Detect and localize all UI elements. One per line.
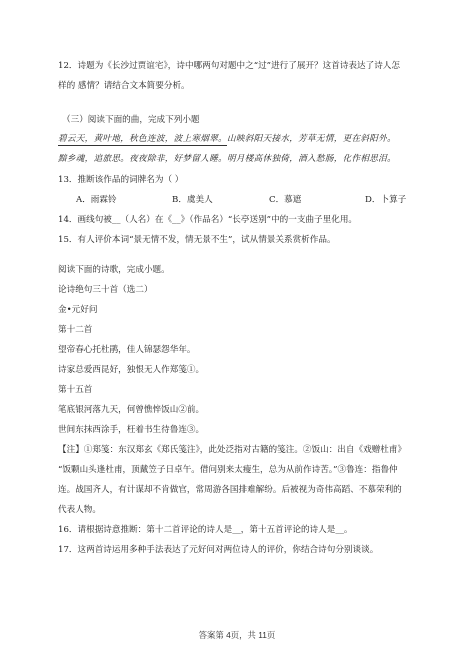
q16: 16．请根据诗意推断：第十二首评论的诗人是__，第十五首评论的诗人是__。 [58, 525, 353, 535]
poem15-title: 第十五首 [58, 385, 93, 395]
q13-option-a: A．雨霖铃 [76, 195, 117, 205]
poem12-line2: 诗家总爱西昆好，独恨无人作郑笺①。 [58, 365, 205, 375]
poem12-title: 第十二首 [58, 325, 93, 335]
page-footer: 答案第 4页，共 11页 [198, 630, 276, 640]
section4-intro: 阅读下面的诗歌，完成小题。 [58, 265, 170, 275]
q14: 14．画线句被__（人名）在《__》（作品名）“长亭送别”中的一支曲子里化用。 [58, 215, 358, 225]
q15: 15．有人评价本词“景无情不发，情无景不生”，试从情景关系赏析作品。 [58, 235, 336, 245]
poem15-line2: 世间东抹西涂手，枉着书生待鲁连③。 [58, 425, 205, 435]
note-line4: 代表人物。 [58, 505, 101, 515]
poem12-line1: 望帝春心托杜鹃，佳人锦瑟怨华年。 [58, 345, 196, 355]
q13-option-d: D．卜算子 [365, 195, 407, 205]
note-line1: 【注】①郑笺：东汉郑玄《郑氏笺注》，此处泛指对古籍的笺注。②饭山：出自《戏赠杜甫》 [58, 445, 407, 455]
poem-author: 金•元好问 [58, 305, 98, 315]
note-line2: “饭颗山头逢杜甫，顶戴笠子日卓午。借问别来太瘦生，总为从前作诗苦。”③鲁连：指鲁仲 [58, 465, 398, 475]
q17: 17．这两首诗运用多种手法表达了元好问对两位诗人的评价，你结合诗句分别谈谈。 [58, 545, 379, 555]
q12-line2: 样的 感情？请结合文本简要分析。 [58, 81, 190, 91]
underlined-poem-sentence: 碧云天，黄叶地，秋色连波，波上寒烟翠。 [58, 134, 227, 144]
q13-option-b: B．虞美人 [172, 195, 213, 205]
q13-option-c: C．慕遮 [269, 195, 302, 205]
q12-line1: 12．诗题为《长沙过贾谊宅》，诗中哪两句对题中之“过”进行了展开？这首诗表达了诗人怎 [58, 61, 400, 71]
poem-line1-rest: 山映斜阳天接水，芳草无情，更在斜阳外。 [226, 134, 396, 144]
section3-poem-line1 [58, 133, 396, 145]
section3-heading: （三）阅读下面的曲，完成下列小题 [62, 115, 200, 125]
poem-title: 论诗绝句三十首（选二） [58, 285, 153, 295]
poem15-line1: 笔底银河落九天，何曾憔悴饭山②前。 [58, 405, 205, 415]
note-line3: 连。战国齐人，有计谋却不肯做官，常周游各国排难解纷。后被视为奇伟高蹈、不慕荣利的 [58, 485, 402, 495]
q13-stem: 13．推断该作品的词牌名为（ ） [58, 175, 184, 185]
section3-poem-line2: 黯乡魂，追旅思。夜夜除非，好梦留人睡。明月楼高休独倚，酒入愁肠，化作相思泪。 [58, 154, 396, 164]
